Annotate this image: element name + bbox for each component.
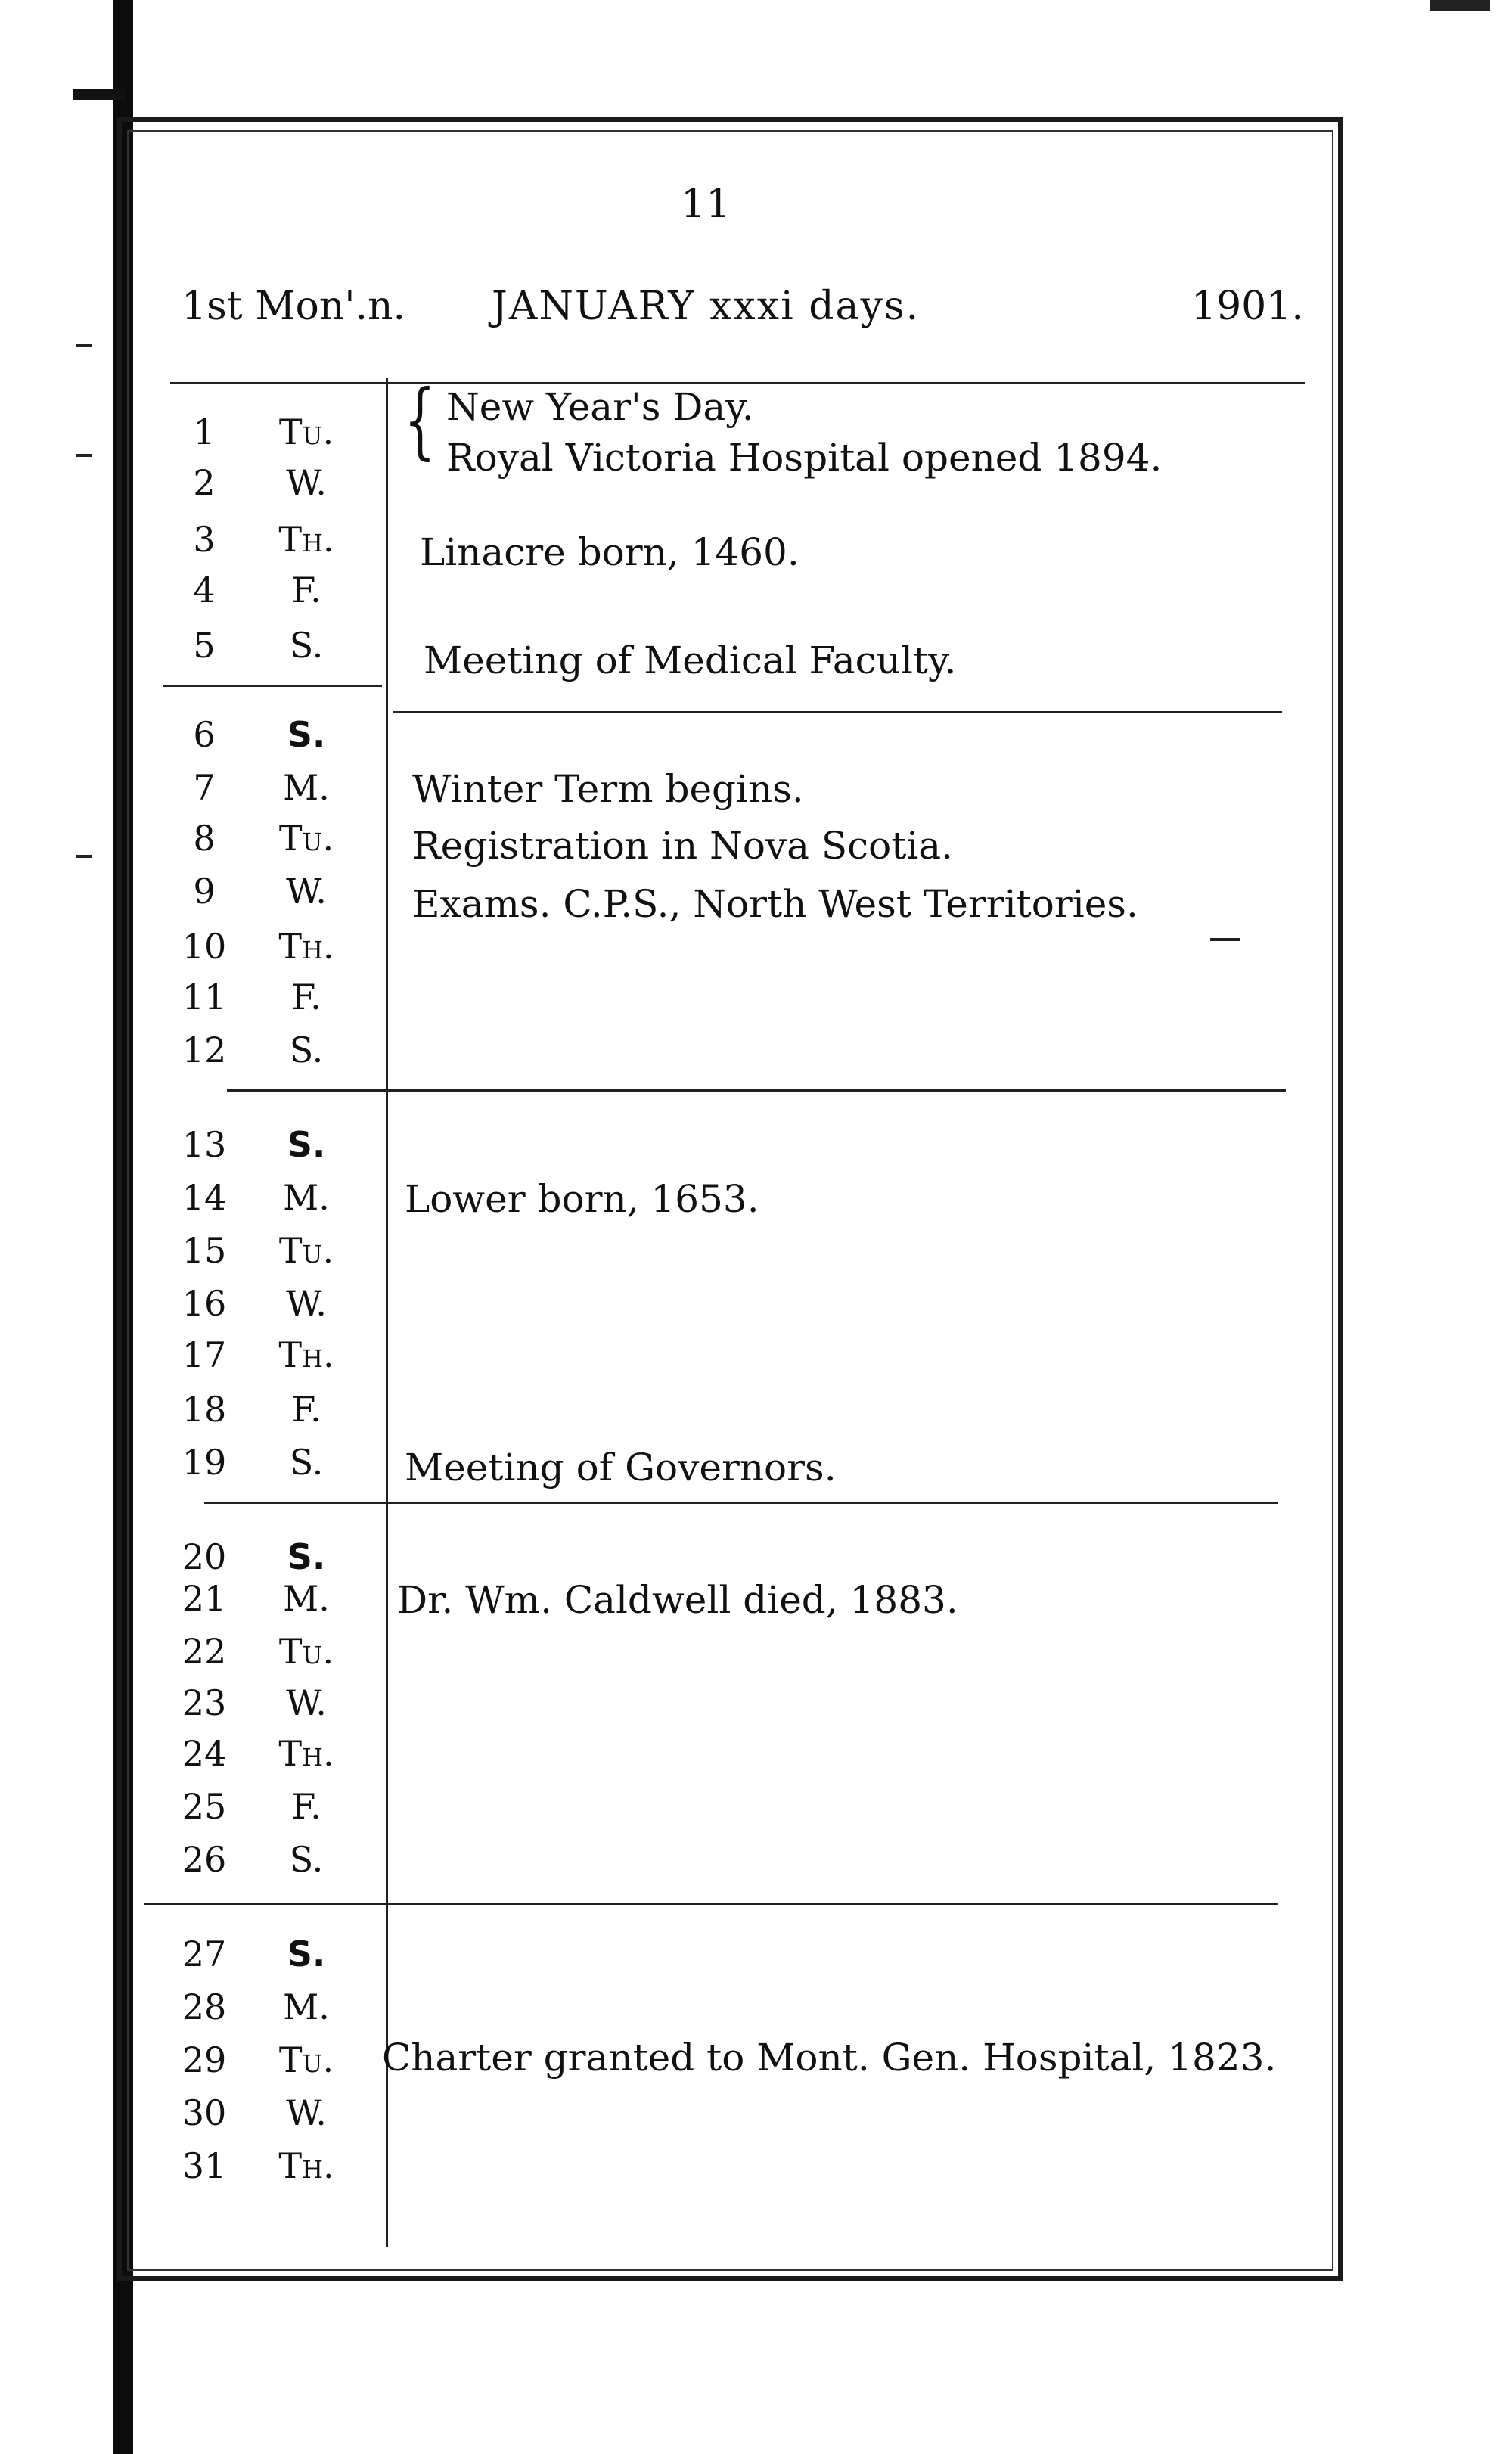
weekday: F. [291, 977, 321, 1017]
weekday: Th. [278, 1733, 334, 1774]
day-number: 30 [182, 2092, 227, 2133]
day-number: 28 [182, 1986, 227, 2027]
day-number: 17 [182, 1334, 227, 1375]
ink-dash [76, 344, 92, 347]
day-number: 31 [182, 2145, 227, 2186]
weekday: F. [291, 570, 321, 610]
day-number: 6 [193, 714, 216, 755]
week-rule [144, 1903, 1278, 1905]
page-edge-mark [1430, 0, 1490, 11]
event-linacre: Linacre born, 1460. [420, 530, 799, 574]
event-royal-victoria: Royal Victoria Hospital opened 1894. [446, 436, 1163, 480]
header-rule [170, 382, 1305, 384]
weekday: F. [291, 1786, 321, 1827]
week-rule [204, 1502, 1278, 1504]
weekday: Tu. [278, 1230, 334, 1271]
event-new-year: New Year's Day. [446, 385, 754, 429]
event-exams: Exams. C.P.S., North West Territories. [412, 882, 1138, 926]
event-medical-faculty: Meeting of Medical Faculty. [424, 638, 957, 682]
day-number: 24 [182, 1733, 227, 1774]
weekday: Th. [278, 1334, 334, 1375]
brace-mark: { [404, 371, 436, 468]
day-number: 5 [193, 625, 216, 666]
day-number: 20 [182, 1536, 227, 1577]
day-number: 14 [182, 1177, 227, 1218]
event-winter-term: Winter Term begins. [412, 767, 804, 811]
column-divider [386, 378, 388, 2247]
weekday: W. [286, 1682, 327, 1723]
day-number: 21 [182, 1578, 227, 1619]
day-number: 13 [182, 1124, 227, 1165]
day-number: 15 [182, 1230, 227, 1271]
binding-mark [73, 89, 126, 100]
weekday: S. [289, 1030, 324, 1070]
weekday: W. [286, 1283, 327, 1324]
weekday: W. [286, 2092, 327, 2133]
event-caldwell: Dr. Wm. Caldwell died, 1883. [397, 1578, 958, 1622]
day-number: 4 [193, 570, 216, 610]
weekday: S. [289, 625, 324, 666]
weekday: S. [289, 1442, 324, 1483]
day-number: 1 [193, 412, 216, 452]
weekday: Tu. [278, 2039, 334, 2080]
year: 1901. [1191, 284, 1304, 329]
weekday-sunday: S. [287, 1934, 326, 1974]
day-number: 9 [193, 871, 216, 912]
ink-dash [76, 454, 92, 457]
weekday: Th. [278, 519, 334, 560]
event-lower: Lower born, 1653. [405, 1177, 759, 1221]
weekday-sunday: S. [287, 1536, 326, 1577]
weekday: M. [283, 1578, 330, 1619]
week-rule [227, 1089, 1286, 1092]
day-number: 29 [182, 2039, 227, 2080]
ink-dash [1210, 938, 1240, 941]
day-number: 12 [182, 1030, 227, 1070]
day-number: 2 [193, 462, 216, 503]
weekday: M. [283, 767, 330, 808]
day-number: 7 [193, 767, 216, 808]
weekday: Tu. [278, 412, 334, 452]
day-number: 22 [182, 1631, 227, 1672]
day-number: 19 [182, 1442, 227, 1483]
weekday: F. [291, 1389, 321, 1430]
month-title: JANUARY xxxi days. [492, 284, 921, 329]
day-number: 16 [182, 1283, 227, 1324]
day-number: 25 [182, 1786, 227, 1827]
ink-dash [76, 855, 92, 858]
weekday: Th. [278, 926, 334, 967]
weekday: W. [286, 462, 327, 503]
weekday: M. [283, 1986, 330, 2027]
weekday: W. [286, 871, 327, 912]
event-charter: Charter granted to Mont. Gen. Hospital, 1823. [382, 2036, 1277, 2080]
event-registration: Registration in Nova Scotia. [412, 824, 954, 868]
weekday: S. [289, 1839, 324, 1880]
day-number: 18 [182, 1389, 227, 1430]
day-number: 26 [182, 1839, 227, 1880]
event-governors: Meeting of Governors. [405, 1446, 837, 1489]
weekday-sunday: S. [287, 714, 326, 755]
weekday: Tu. [278, 818, 334, 859]
day-number: 27 [182, 1934, 227, 1974]
weekday: M. [283, 1177, 330, 1218]
day-number: 8 [193, 818, 216, 859]
weekday-sunday: S. [287, 1124, 326, 1165]
page-number: 11 [681, 182, 731, 227]
weekday: Tu. [278, 1631, 334, 1672]
week-rule [393, 711, 1282, 713]
month-ordinal: 1st Mon'.n. [182, 284, 406, 329]
week-rule [163, 685, 382, 687]
day-number: 10 [182, 926, 227, 967]
day-number: 3 [193, 519, 216, 560]
day-number: 23 [182, 1682, 227, 1723]
weekday: Th. [278, 2145, 334, 2186]
day-number: 11 [182, 977, 227, 1017]
